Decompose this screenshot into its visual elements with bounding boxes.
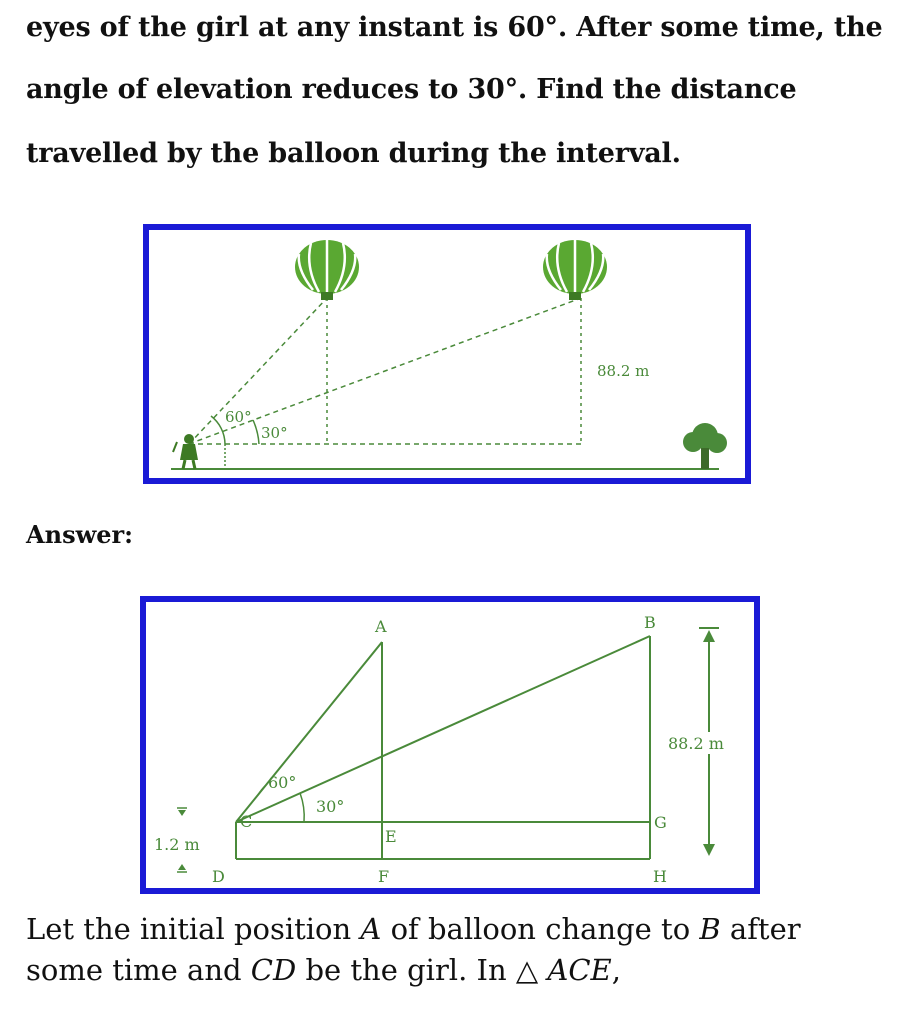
solution-line-2 bbox=[26, 953, 621, 987]
balloon-2-icon bbox=[543, 240, 607, 300]
label-C: C bbox=[240, 812, 253, 831]
label-E: E bbox=[385, 827, 397, 846]
fig1-angle-60-label: 60° bbox=[225, 408, 252, 426]
sol-var-A: A bbox=[360, 912, 382, 946]
label-F: F bbox=[378, 867, 390, 886]
sol-text: after bbox=[720, 912, 801, 946]
fig2-height-label: 88.2 m bbox=[668, 734, 724, 753]
answer-label: Answer: bbox=[26, 520, 134, 549]
fig1-height-label: 88.2 m bbox=[597, 362, 650, 380]
question-line-2: angle of elevation reduces to 30°. Find the distance bbox=[26, 74, 797, 105]
angle-arc-30 bbox=[253, 420, 259, 444]
fig1-angle-30-label: 30° bbox=[261, 424, 288, 442]
fig2-girl-height-label: 1.2 m bbox=[154, 835, 200, 854]
sol-text: , bbox=[611, 953, 621, 987]
sol-text: Let the initial position bbox=[26, 912, 361, 946]
solution-line-1 bbox=[26, 912, 801, 946]
balloon-1-icon bbox=[295, 240, 359, 300]
girl-icon bbox=[173, 434, 198, 469]
answer-diagram-drawing bbox=[146, 602, 754, 888]
label-A: A bbox=[375, 617, 387, 636]
balloon-figure-drawing bbox=[149, 230, 745, 478]
sol-text: be the girl. In △ bbox=[296, 953, 548, 987]
label-D: D bbox=[212, 867, 225, 886]
arc-30 bbox=[300, 793, 304, 822]
line-CB bbox=[236, 636, 650, 822]
height-arrow-down bbox=[703, 844, 715, 856]
label-G: G bbox=[654, 813, 667, 832]
sol-var-B: B bbox=[699, 912, 721, 946]
height-arrow-up bbox=[703, 630, 715, 642]
label-B: B bbox=[644, 613, 656, 632]
answer-diagram bbox=[140, 596, 760, 894]
question-line-1: eyes of the girl at any instant is 60°. After some time, the bbox=[26, 12, 883, 43]
tree-icon bbox=[683, 423, 727, 469]
sol-text: some time and bbox=[26, 953, 251, 987]
line-CA bbox=[236, 642, 382, 822]
question-line-3: travelled by the balloon during the interval. bbox=[26, 138, 681, 169]
label-H: H bbox=[653, 867, 667, 886]
sol-var-CD: CD bbox=[250, 953, 297, 987]
sol-text: of balloon change to bbox=[381, 912, 700, 946]
sol-var-ACE: ACE bbox=[547, 953, 612, 987]
fig2-angle-60-label: 60° bbox=[268, 773, 297, 792]
balloon-figure bbox=[143, 224, 751, 484]
fig2-angle-30-label: 30° bbox=[316, 797, 345, 816]
arc-60 bbox=[258, 785, 266, 795]
sightline-60 bbox=[189, 298, 327, 444]
angle-arc-60 bbox=[211, 416, 225, 444]
